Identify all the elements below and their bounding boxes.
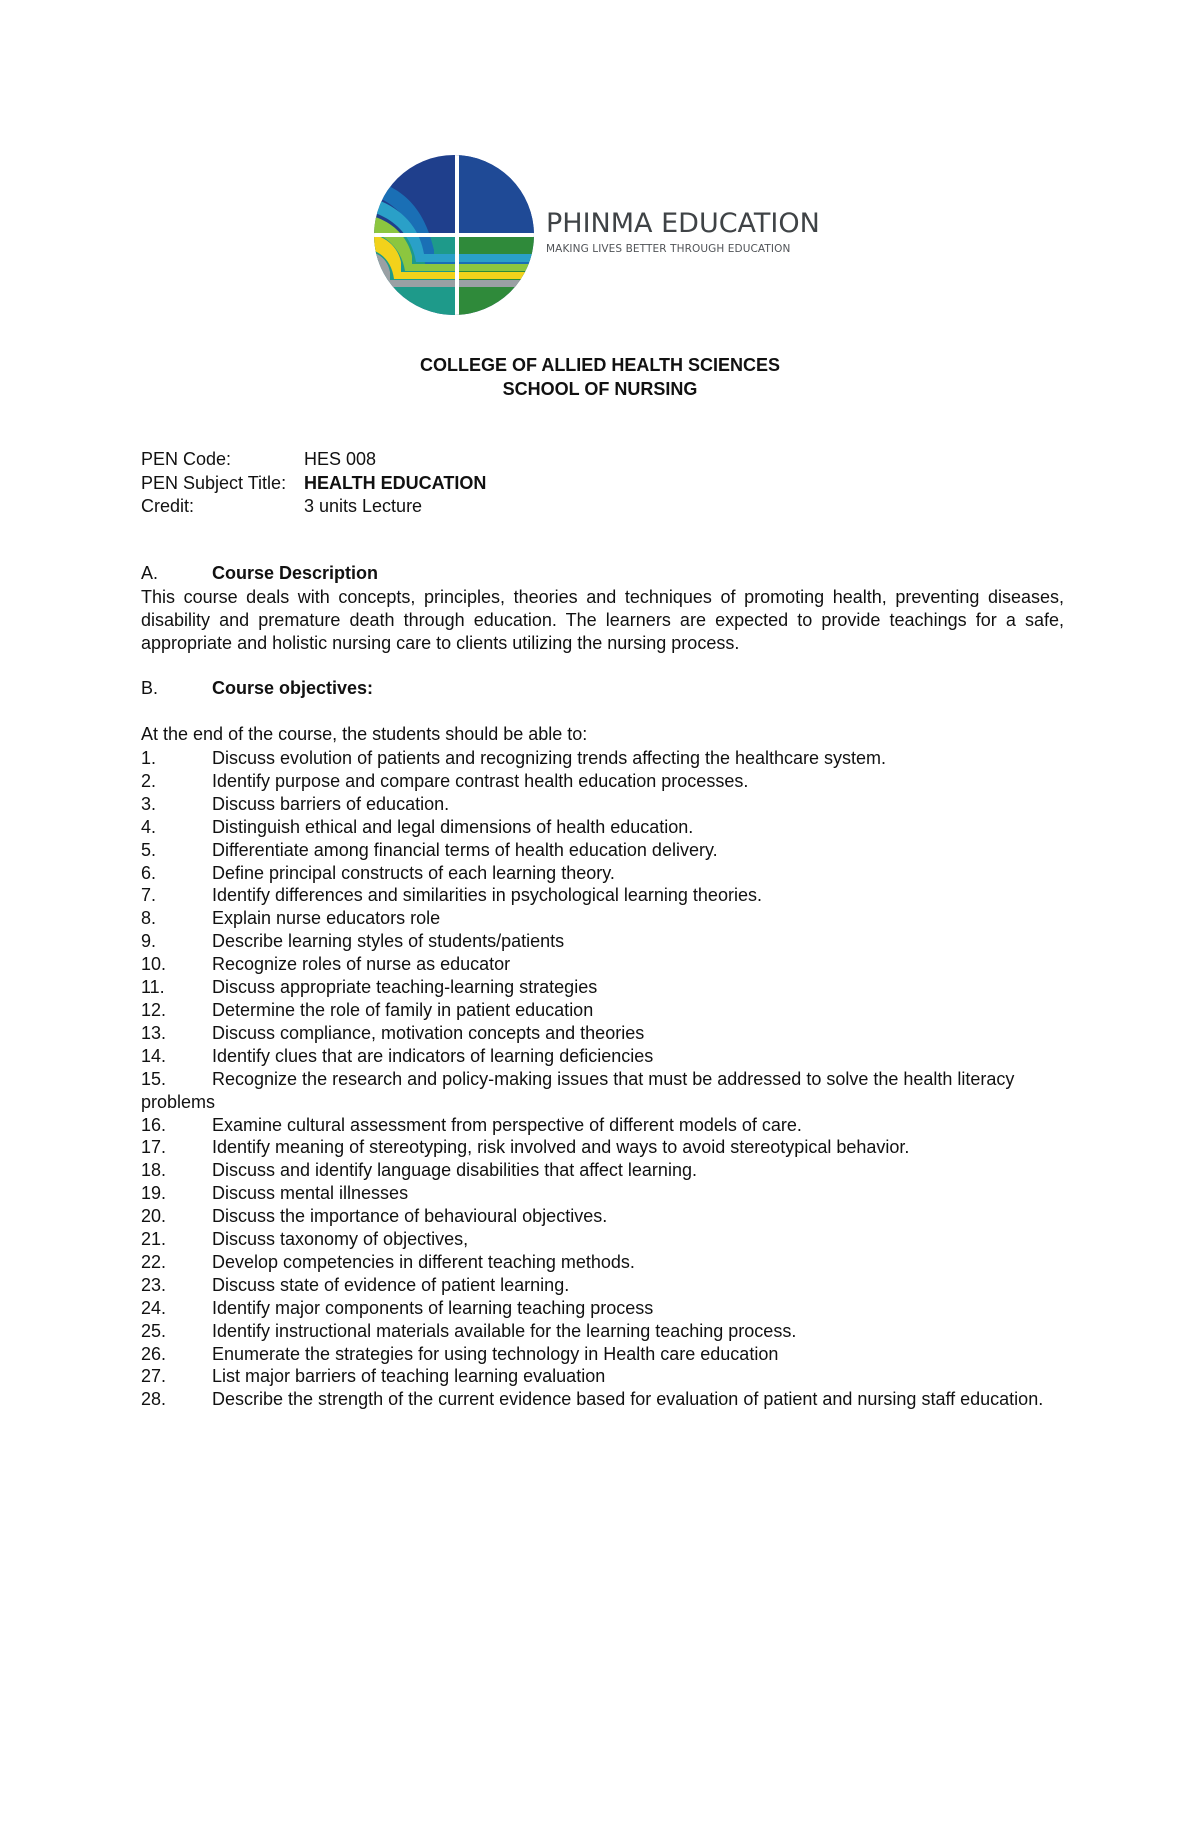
objective-item [141,1343,1064,1366]
objective-text: Recognize the research and policy-making issues that must be addressed to solve the health literacy problems [141,1068,1015,1112]
objective-number: 22. [141,1251,167,1272]
objective-number: 16. [141,1114,167,1135]
objective-item [141,816,1064,839]
objective-text: Discuss mental illnesses [212,1183,409,1204]
course-meta [141,448,486,519]
section-b-heading [141,678,373,699]
objective-item [141,907,1064,930]
objective-text: Identify instructional materials available for the learning teaching process. [212,1320,797,1341]
objective-text: Discuss the importance of behavioural objectives. [212,1206,608,1227]
objective-item [141,770,1064,793]
meta-row-credit [141,495,486,519]
objective-item [141,930,1064,953]
phinma-emblem-icon [372,150,542,320]
objective-text: Examine cultural assessment from perspective of different models of care. [212,1114,802,1135]
objective-text: Identify clues that are indicators of learning deficiencies [212,1045,654,1066]
objective-number: 13. [141,1022,167,1043]
section-title: Course objectives: [212,678,374,698]
objective-number: 6. [141,862,157,883]
meta-label: Credit: [141,496,195,516]
course-description: This course deals with concepts, principles, theories and techniques of promoting health, preventing diseases, disability and premature death through education. The learners are expected to provide teachings for a safe, appropriate and holistic nursing care to clients utilizing the nursing process. [141,587,1064,653]
objective-text: Discuss compliance, motivation concepts and theories [212,1022,645,1043]
meta-label: PEN Subject Title: [141,472,287,493]
objective-item [141,976,1064,999]
objective-item [141,1388,1064,1411]
meta-value: HEALTH EDUCATION [304,472,487,493]
school-heading: SCHOOL OF NURSING [502,379,698,399]
objective-number: 17. [141,1137,167,1158]
objective-text: Discuss and identify language disabilities that affect learning. [212,1160,697,1181]
objective-number: 2. [141,770,157,791]
meta-label: PEN Code: [141,449,232,469]
objective-item [141,1136,1064,1159]
objective-item [141,953,1064,976]
objective-text: Define principal constructs of each learning theory. [212,862,615,883]
objective-item [141,1251,1064,1274]
objective-text: Discuss evolution of patients and recognizing trends affecting the healthcare system. [212,748,887,768]
objective-item [141,1205,1064,1228]
objective-number: 12. [141,999,167,1020]
objective-text: Discuss appropriate teaching-learning strategies [212,977,598,998]
college-heading: COLLEGE OF ALLIED HEALTH SCIENCES [419,355,780,375]
objective-number: 4. [141,816,157,837]
objective-text: Enumerate the strategies for using technology in Health care education [212,1343,779,1364]
objective-text: Differentiate among financial terms of health education delivery. [212,839,718,860]
objective-text: Recognize roles of nurse as educator [212,954,511,975]
objective-text: Identify differences and similarities in psychological learning theories. [212,885,762,906]
objective-text: List major barriers of teaching learning evaluation [212,1366,606,1387]
objective-item [141,862,1064,885]
objective-number: 25. [141,1320,167,1341]
objectives-list [141,747,1064,1411]
objective-text: Discuss state of evidence of patient learning. [212,1274,570,1295]
objective-item [141,1068,1064,1114]
objective-item [141,884,1064,907]
objectives-intro: At the end of the course, the students should be able to: [141,724,588,744]
objective-number: 26. [141,1343,167,1364]
objective-text: Explain nurse educators role [212,908,441,929]
objective-number: 23. [141,1274,167,1295]
meta-value: 3 units Lecture [304,496,423,516]
objective-text: Identify major components of learning teaching process [212,1297,654,1318]
objective-text: Identify purpose and compare contrast health education processes. [212,770,749,791]
objective-number: 28. [141,1389,167,1410]
objective-number: 15. [141,1068,167,1089]
objective-item [141,1320,1064,1343]
objective-text: Describe the strength of the current evidence based for evaluation of patient and nursing staff education. [212,1389,1044,1410]
objective-number: 20. [141,1206,167,1227]
objective-item [141,1182,1064,1205]
objective-number: 14. [141,1045,167,1066]
objective-item [141,793,1064,816]
objective-item [141,839,1064,862]
phinma-logo [372,150,832,320]
meta-row-code [141,448,486,472]
objective-number: 7. [141,885,157,906]
objective-number: 10. [141,954,167,975]
section-letter: B. [141,678,159,698]
objective-item [141,1297,1064,1320]
objective-text: Discuss taxonomy of objectives, [212,1229,469,1250]
objective-number: 19. [141,1183,167,1204]
objective-text: Develop competencies in different teaching methods. [212,1251,635,1272]
objective-number: 24. [141,1297,167,1318]
objective-text: Describe learning styles of students/patients [212,931,565,952]
objective-text: Distinguish ethical and legal dimensions of health education. [212,816,694,837]
objective-item [141,1228,1064,1251]
objective-number: 9. [141,931,157,952]
meta-value: HES 008 [304,449,377,469]
objective-text: Discuss barriers of education. [212,793,450,814]
section-title: Course Description [212,563,379,583]
meta-row-title [141,472,486,496]
objective-item [141,1022,1064,1045]
objective-item [141,1159,1064,1182]
objective-item [141,747,1064,770]
objective-number: 11. [141,977,165,998]
objective-number: 21. [141,1229,167,1250]
objective-item [141,1114,1064,1137]
objective-item [141,1365,1064,1388]
objective-item [141,1045,1064,1068]
logo-name: PHINMA EDUCATION [546,208,820,239]
objective-number: 8. [141,908,157,929]
objective-number: 27. [141,1366,167,1387]
logo-tagline: MAKING LIVES BETTER THROUGH EDUCATION [546,243,791,255]
section-a-heading [141,563,378,584]
objective-number: 5. [141,839,157,860]
objective-text: Identify meaning of stereotyping, risk involved and ways to avoid stereotypical behavior. [212,1137,910,1158]
objective-item [141,1274,1064,1297]
section-letter: A. [141,563,159,583]
objective-number: 18. [141,1160,167,1181]
objective-item [141,999,1064,1022]
objective-number: 3. [141,793,157,814]
objective-number: 1. [141,748,157,768]
objective-text: Determine the role of family in patient education [212,999,594,1020]
